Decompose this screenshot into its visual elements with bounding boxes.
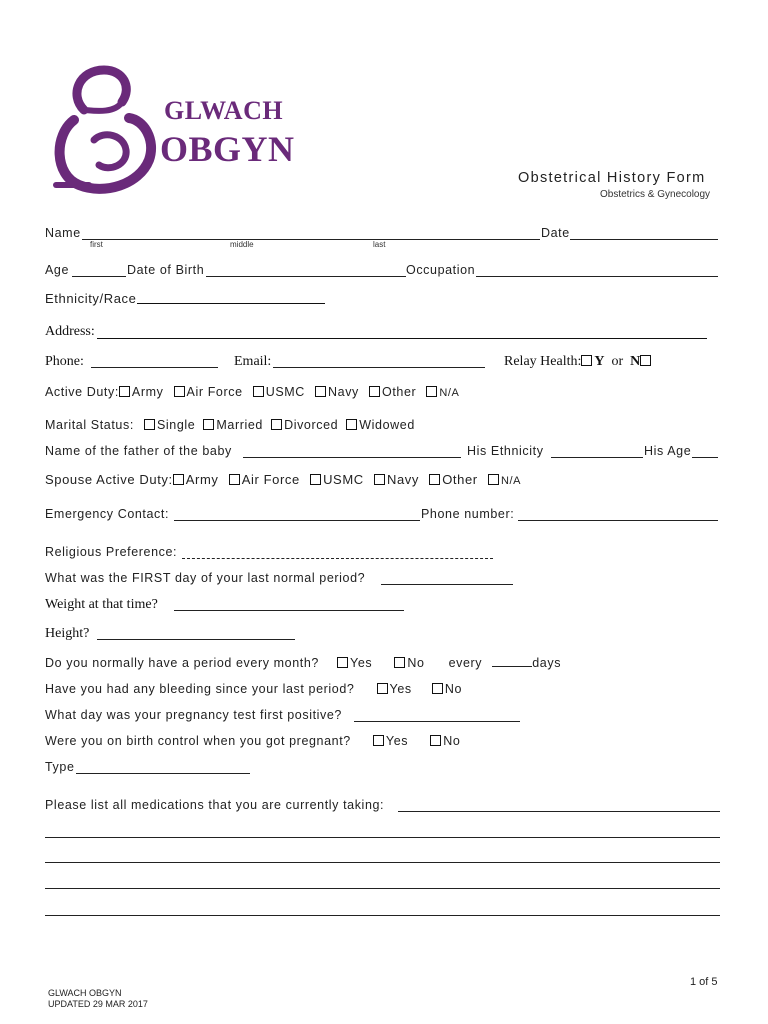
clinic-logo (44, 60, 306, 200)
bleeding-no-checkbox[interactable] (432, 683, 443, 694)
active-duty-group (45, 385, 459, 399)
relay-no-checkbox[interactable] (640, 355, 651, 366)
ethnicity-label: Ethnicity/Race (45, 291, 137, 306)
father-name-label: Name of the father of the baby (45, 444, 232, 458)
form-subtitle: Obstetrics & Gynecology (600, 189, 711, 200)
spouse-army-label: Army (185, 472, 219, 487)
duty-navy-label: Navy (328, 385, 359, 399)
medications-label: Please list all medications that you are currently taking: (45, 798, 385, 812)
period-yes-checkbox[interactable] (337, 657, 348, 668)
medications-field-line-1[interactable] (398, 811, 720, 812)
marital-single-label: Single (156, 418, 196, 432)
period-no-checkbox[interactable] (394, 657, 405, 668)
days-label: days (532, 656, 562, 670)
his-age-label: His Age (644, 444, 692, 458)
duty-other-checkbox[interactable] (369, 386, 380, 397)
date-label: Date (541, 226, 570, 240)
bleeding-group (45, 682, 462, 696)
occupation-field[interactable] (476, 276, 718, 277)
birth-control-group (45, 734, 460, 748)
name-label: Name (45, 226, 81, 240)
dob-label: Date of Birth (127, 263, 205, 277)
spouse-duty-group (45, 472, 521, 487)
name-last-hint: last (373, 240, 386, 249)
spouse-duty-label: Spouse Active Duty: (45, 472, 173, 487)
marital-divorced-label: Divorced (284, 418, 339, 432)
spouse-airforce-label: Air Force (241, 472, 300, 487)
marital-status-label: Marital Status: (45, 418, 134, 432)
mother-child-icon (44, 60, 164, 200)
period-month-label: Do you normally have a period every month? (45, 656, 319, 670)
spouse-usmc-checkbox[interactable] (310, 474, 321, 485)
medications-field-line-2[interactable] (45, 837, 720, 838)
duty-army-label: Army (131, 385, 164, 399)
spouse-other-checkbox[interactable] (429, 474, 440, 485)
birth-control-no-checkbox[interactable] (430, 735, 441, 746)
name-first-hint: first (90, 240, 103, 249)
birth-control-no-label: No (443, 734, 461, 748)
bleeding-yes-label: Yes (389, 682, 412, 696)
birth-control-yes-label: Yes (385, 734, 409, 748)
brand-name-line2: OBGYN (160, 129, 295, 169)
age-field[interactable] (72, 276, 126, 277)
occupation-label: Occupation (406, 263, 476, 277)
ethnicity-field[interactable] (137, 303, 325, 304)
email-label: Email: (234, 354, 272, 369)
medications-field-line-5[interactable] (45, 915, 720, 916)
duty-usmc-label: USMC (265, 385, 305, 399)
phone-field[interactable] (91, 367, 218, 368)
duty-usmc-checkbox[interactable] (253, 386, 264, 397)
name-field[interactable] (82, 239, 540, 240)
medications-field-line-3[interactable] (45, 862, 720, 863)
brand-name-line1: GLWACH (164, 96, 284, 125)
relay-yes-label: Y (594, 354, 605, 369)
weight-field[interactable] (174, 610, 404, 611)
address-field[interactable] (97, 338, 707, 339)
type-label: Type (45, 760, 75, 774)
birth-control-label: Were you on birth control when you got pregnant? (45, 734, 351, 748)
spouse-navy-checkbox[interactable] (374, 474, 385, 485)
duty-airforce-label: Air Force (186, 385, 243, 399)
spouse-other-label: Other (442, 472, 478, 487)
bleeding-yes-checkbox[interactable] (377, 683, 388, 694)
name-middle-hint: middle (230, 240, 254, 249)
bleeding-no-label: No (444, 682, 462, 696)
spouse-usmc-label: USMC (323, 472, 364, 487)
every-days-field[interactable] (492, 666, 532, 667)
phone-label: Phone: (45, 354, 84, 369)
spouse-airforce-checkbox[interactable] (229, 474, 240, 485)
footer-updated: UPDATED 29 MAR 2017 (48, 999, 148, 1009)
marital-divorced-checkbox[interactable] (271, 419, 282, 430)
relay-no-label: N (630, 354, 641, 369)
duty-na-checkbox[interactable] (426, 386, 437, 397)
relay-health-label: Relay Health: (504, 354, 582, 369)
phone-number-label: Phone number: (421, 507, 515, 521)
period-yes-label: Yes (350, 656, 373, 670)
date-field[interactable] (570, 239, 718, 240)
first-day-label: What was the FIRST day of your last normal period? (45, 571, 366, 585)
marital-status-group (45, 418, 415, 432)
phone-number-field[interactable] (518, 520, 718, 521)
test-positive-field[interactable] (354, 721, 520, 722)
duty-airforce-checkbox[interactable] (174, 386, 185, 397)
address-label: Address: (45, 324, 95, 339)
period-no-label: No (407, 656, 425, 670)
his-age-field[interactable] (692, 457, 718, 458)
spouse-na-checkbox[interactable] (488, 474, 499, 485)
relay-or-label: or (611, 354, 624, 369)
spouse-navy-label: Navy (386, 472, 419, 487)
his-ethnicity-label: His Ethnicity (467, 444, 544, 458)
religious-label: Religious Preference: (45, 545, 178, 559)
test-positive-label: What day was your pregnancy test first positive? (45, 708, 342, 722)
spouse-na-label: N/A (500, 475, 522, 487)
age-label: Age (45, 263, 70, 277)
relay-yes-checkbox[interactable] (581, 355, 592, 366)
duty-navy-checkbox[interactable] (315, 386, 326, 397)
emergency-contact-field[interactable] (174, 520, 420, 521)
weight-label: Weight at that time? (45, 597, 158, 612)
medications-field-line-4[interactable] (45, 888, 720, 889)
birth-control-yes-checkbox[interactable] (373, 735, 384, 746)
marital-widowed-checkbox[interactable] (346, 419, 357, 430)
bleeding-label: Have you had any bleeding since your last period? (45, 682, 355, 696)
footer-org: GLWACH OBGYN (48, 988, 122, 998)
duty-other-label: Other (382, 385, 417, 399)
height-label: Height? (45, 626, 90, 641)
duty-na-label: N/A (439, 387, 460, 399)
email-field[interactable] (273, 367, 485, 368)
form-title: Obstetrical History Form (518, 170, 706, 186)
father-name-field[interactable] (243, 457, 461, 458)
active-duty-label: Active Duty: (45, 385, 119, 399)
marital-widowed-label: Widowed (359, 418, 415, 432)
his-ethnicity-field[interactable] (551, 457, 643, 458)
type-field[interactable] (76, 773, 250, 774)
first-day-field[interactable] (381, 584, 513, 585)
religious-field[interactable] (182, 558, 493, 559)
period-month-group (45, 656, 561, 670)
height-field[interactable] (97, 639, 295, 640)
page-number: 1 of 5 (690, 976, 718, 988)
duty-army-checkbox[interactable] (119, 386, 130, 397)
marital-married-label: Married (216, 418, 263, 432)
marital-single-checkbox[interactable] (144, 419, 155, 430)
marital-married-checkbox[interactable] (203, 419, 214, 430)
relay-health-group (504, 354, 653, 370)
every-label: every (448, 656, 483, 670)
spouse-army-checkbox[interactable] (173, 474, 184, 485)
dob-field[interactable] (206, 276, 406, 277)
emergency-contact-label: Emergency Contact: (45, 507, 170, 521)
